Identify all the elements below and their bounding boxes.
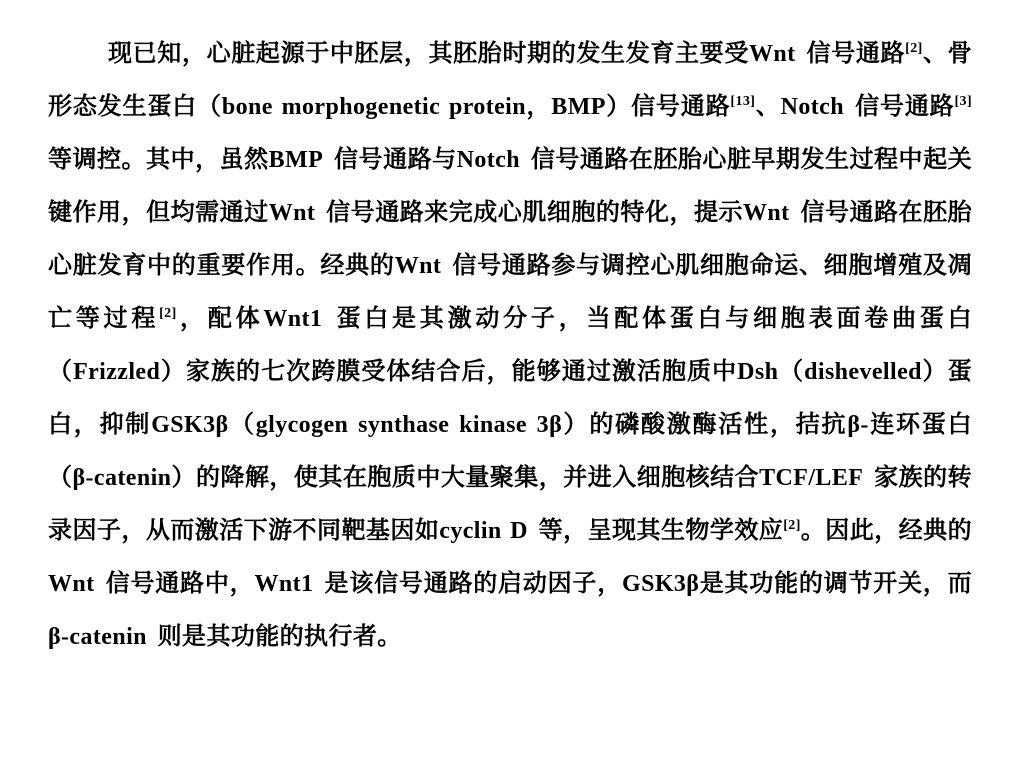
term-wnt1: Wnt1 bbox=[263, 306, 323, 332]
text-run: 是该信号通路的启动因子， bbox=[313, 568, 622, 597]
term-dsh: Dsh bbox=[737, 359, 779, 385]
citation-2: [2] bbox=[905, 41, 923, 56]
citation-2: [2] bbox=[159, 306, 177, 321]
term-frizzled: Frizzled bbox=[73, 359, 161, 385]
term-beta-catenin: β-catenin bbox=[48, 624, 147, 650]
text-run: ）蛋白，抑制 bbox=[48, 356, 972, 438]
text-run: 信号通路来完成心肌细胞的特化，提示 bbox=[315, 197, 744, 226]
text-run: ）的降解，使其在胞质中大量聚集，并进入细胞核结合 bbox=[171, 462, 760, 491]
term-dishevelled: dishevelled bbox=[804, 359, 922, 385]
term-beta: β- bbox=[847, 412, 869, 438]
text-run: 信号通路在胚胎心脏早期发生过程中起关键作用，但均需通过 bbox=[48, 144, 972, 226]
term-glycogen-synthase-kinase: glycogen synthase kinase 3β bbox=[255, 412, 563, 438]
text-run: （ bbox=[228, 409, 256, 438]
term-wnt: Wnt bbox=[748, 41, 796, 67]
text-run: ）的磷酸激酶活性，拮抗 bbox=[562, 409, 848, 438]
term-wnt: Wnt bbox=[268, 200, 316, 226]
text-run: 信号通路 bbox=[843, 91, 955, 120]
citation-3: [3] bbox=[954, 94, 973, 109]
text-run: 信号通路 bbox=[795, 38, 906, 67]
term-cyclin-d: cyclin D bbox=[439, 518, 528, 544]
text-run: 家族的转录因子，从而激活下游不同靶基因如 bbox=[48, 462, 972, 544]
term-tcf-lef: TCF/LEF bbox=[759, 465, 864, 491]
text-run: ， bbox=[526, 91, 552, 120]
term-wnt: Wnt bbox=[394, 253, 442, 279]
text-run: 信号通路与 bbox=[323, 144, 457, 173]
text-run: 现已知，心脏起源于中胚层，其胚胎时期的发生发育主要受 bbox=[108, 38, 749, 67]
text-run: 。因此，经典的 bbox=[800, 515, 972, 544]
term-bmp: BMP bbox=[268, 147, 324, 173]
text-run: 信号通路在胚胎心脏发育中的重要作用。经典的 bbox=[48, 197, 972, 279]
text-run: 信号通路参与调控心肌细胞命运、细胞增殖及凋亡等过程 bbox=[48, 250, 973, 332]
citation-2: [2] bbox=[783, 518, 801, 533]
text-run: （ bbox=[778, 356, 805, 385]
text-run: 、骨形态发生蛋白（ bbox=[48, 38, 972, 120]
body-paragraph bbox=[48, 27, 972, 663]
term-wnt: Wnt bbox=[48, 571, 95, 597]
term-wnt: Wnt bbox=[743, 200, 790, 226]
term-beta-catenin: β-catenin bbox=[72, 465, 172, 491]
term-notch: Notch bbox=[780, 94, 844, 120]
text-run: 则是其功能的执行者。 bbox=[146, 621, 402, 650]
term-gsk3b: GSK3β bbox=[151, 412, 229, 438]
text-run: 、 bbox=[755, 91, 781, 120]
term-notch: Notch bbox=[456, 147, 520, 173]
text-run: 信号通路中， bbox=[94, 568, 255, 597]
term-gsk3b: GSK3β bbox=[622, 571, 700, 597]
text-run: 等调控。其中，虽然 bbox=[48, 144, 269, 173]
text-run: 连环蛋白（ bbox=[48, 409, 973, 491]
text-run: 等，呈现其生物学效应 bbox=[527, 515, 784, 544]
text-run: ）信号通路 bbox=[605, 91, 731, 120]
term-wnt1: Wnt1 bbox=[254, 571, 314, 597]
term-bone-morphogenetic-protein: bone morphogenetic protein bbox=[221, 94, 526, 120]
text-run: 是其功能的调节开关，而 bbox=[699, 568, 973, 597]
text-run: ）家族的七次跨膜受体结合后，能够通过激活胞质中 bbox=[160, 356, 738, 385]
text-run: ，配体 bbox=[176, 303, 264, 332]
text-run: 蛋白是其激动分子，当配体蛋白与细胞表面卷曲蛋白（ bbox=[48, 303, 972, 385]
citation-13: [13] bbox=[730, 94, 756, 109]
term-bmp: BMP bbox=[551, 94, 606, 120]
